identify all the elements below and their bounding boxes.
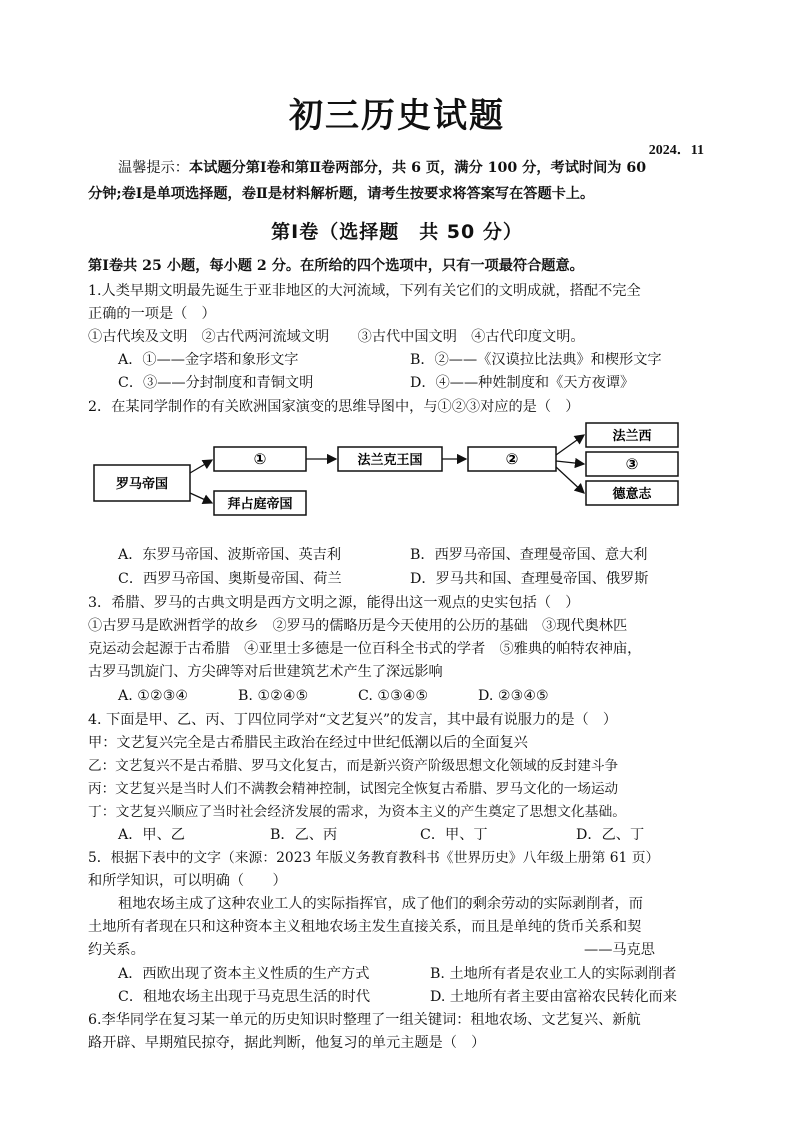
q5-option-d: D. 土地所有者主要由富裕农民转化而来 [430,989,677,1005]
q1-option-a: A．①——金字塔和象形文字 [118,352,299,368]
arrow-2-france [556,435,584,455]
tip-line-2: 分钟;卷Ⅰ是单项选择题，卷Ⅱ是材料解析题，请考生按要求将答案写在答题卡上。 [88,186,595,202]
q1-stem-1: 1.人类早期文明最先诞生于亚非地区的大河流域，下列有关它们的文明成就，搭配不完全 [88,283,641,299]
q2-option-b: B．西罗马帝国、查理曼帝国、意大利 [410,547,648,563]
arrow-2-germany [556,467,584,493]
q4-stem: 4. 下面是甲、乙、丙、丁四位同学对“文艺复兴”的发言，其中最有说服力的是（ ） [88,712,618,728]
label-box3: ③ [625,455,639,473]
q3-option-d: D. ②③④⑤ [478,688,549,704]
q5-quote-3: 约关系。 [88,942,145,958]
label-rome: 罗马帝国 [115,477,169,492]
q5-option-c: C．租地农场主出现于马克思生活的时代 [118,989,371,1005]
q6-stem-2: 路开辟、早期殖民掠夺，据此判断，他复习的单元主题是（ ） [88,1035,486,1051]
mind-map-diagram [92,417,692,529]
q4-jia: 甲：文艺复兴完全是古希腊民主政治在经过中世纪低潮以后的全面复兴 [88,735,528,751]
q5-source: ——马克思 [584,942,655,958]
q5-quote-2: 土地所有者现在只和这种资本主义租地农场主发生直接关系，而且是单纯的货币关系和契 [88,919,642,935]
q4-yi: 乙：文艺复兴不是古希腊、罗马文化复古，而是新兴资产阶级思想文化领域的反封建斗争 [88,758,619,774]
q6-stem-1: 6.李华同学在复习某一单元的历史知识时整理了一组关键词：租地农场、文艺复兴、新航 [88,1012,641,1028]
q2-option-a: A．东罗马帝国、波斯帝国、英吉利 [118,547,342,563]
q4-ding: 丁：文艺复兴顺应了当时社会经济发展的需求，为资本主义的产生奠定了思想文化基础。 [88,804,627,820]
exam-date: 2024．11 [648,143,704,158]
q3-line-1: ①古罗马是欧洲哲学的故乡 ②罗马的儒略历是今天使用的公历的基础 ③现代奥林匹 [88,618,628,634]
q3-line-2: 克运动会起源于古希腊 ④亚里士多德是一位百科全书式的学者 ⑤雅典的帕特农神庙， [88,641,642,657]
q2-option-c: C．西罗马帝国、奥斯曼帝国、荷兰 [118,571,342,587]
q5-option-a: A．西欧出现了资本主义性质的生产方式 [118,966,370,982]
q3-stem: 3．希腊、罗马的古典文明是西方文明之源，能得出这一观点的史实包括（ ） [88,595,580,611]
arrow-rome-1 [190,460,212,473]
q4-option-b: B．乙、丙 [270,827,338,843]
arrow-rome-byzantine [190,493,212,503]
tip-line-1 [118,158,646,178]
q2-option-d: D．罗马共和国、查理曼帝国、俄罗斯 [410,571,649,587]
q1-option-d: D．④——种姓制度和《天方夜谭》 [410,375,635,391]
label-box2: ② [505,450,519,468]
q3-option-c: C. ①③④⑤ [358,688,429,704]
page-title: 初三历史试题 [289,96,505,136]
q4-option-c: C．甲、丁 [420,827,488,843]
q1-items: ①古代埃及文明 ②古代两河流域文明 ③古代中国文明 ④古代印度文明。 [88,329,585,345]
section-title: 第Ⅰ卷（选择题 共 50 分） [271,221,523,243]
q4-bing: 丙：文艺复兴是当时人们不满教会精神控制，试图完全恢复古希腊、罗马文化的一场运动 [88,781,619,797]
q5-stem-1: 5．根据下表中的文字（来源：2023 年版义务教育教科书《世界历史》八年级上册第 61 页） [88,850,660,866]
q4-option-a: A．甲、乙 [118,827,185,843]
label-germany: 德意志 [612,487,652,502]
label-france: 法兰西 [612,429,652,444]
q5-stem-2: 和所学知识，可以明确（ ） [88,873,287,889]
q1-option-b: B．②——《汉谟拉比法典》和楔形文字 [410,352,662,368]
tip-text-1: 本试题分第Ⅰ卷和第Ⅱ卷两部分，共 6 页，满分 100 分，考试时间为 60 [188,160,647,176]
tip-label: 温馨提示： [118,160,189,176]
section-instruction: 第Ⅰ卷共 25 小题，每小题 2 分。在所给的四个选项中，只有一项最符合题意。 [88,258,584,274]
q5-option-b: B. 土地所有者是农业工人的实际剥削者 [430,966,677,982]
label-frank: 法兰克王国 [357,453,423,468]
label-box1: ① [253,450,267,468]
q3-option-b: B. ①②④⑤ [238,688,309,704]
q2-stem: 2．在某同学制作的有关欧洲国家演变的思维导图中，与①②③对应的是（ ） [88,399,580,415]
q1-option-c: C．③——分封制度和青铜文明 [118,375,314,391]
q3-option-a: A. ①②③④ [118,688,189,704]
q4-option-d: D．乙、丁 [576,827,645,843]
q5-quote-1: 租地农场主成了这种农业工人的实际指挥官，成了他们的剩余劳动的实际剥削者，而 [118,896,643,912]
q1-stem-2: 正确的一项是（ ） [88,306,216,322]
label-byzantine: 拜占庭帝国 [227,497,293,512]
arrow-2-3 [556,461,584,464]
q3-line-3: 古罗马凯旋门、方尖碑等对后世建筑艺术产生了深远影响 [88,664,443,680]
